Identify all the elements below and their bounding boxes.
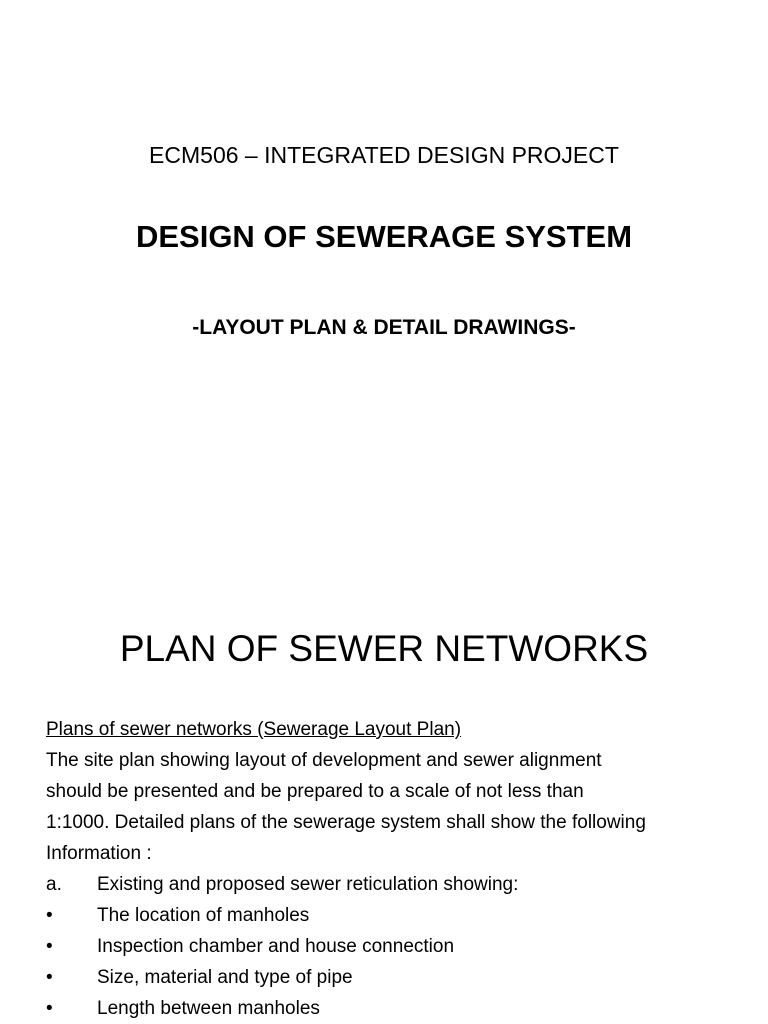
section-heading: PLAN OF SEWER NETWORKS xyxy=(119,628,649,669)
content-body xyxy=(46,714,746,1024)
bullet-icon: • xyxy=(46,936,53,957)
main-title: DESIGN OF SEWERAGE SYSTEM xyxy=(135,219,633,254)
list-item-text: Existing and proposed sewer reticulation showing: xyxy=(97,874,519,895)
paragraph-line: 1:1000. Detailed plans of the sewerage system shall show the following xyxy=(46,812,646,833)
list-item-text: Length between manholes xyxy=(97,998,320,1019)
list-item xyxy=(46,962,746,993)
sub-title: -LAYOUT PLAN & DETAIL DRAWINGS- xyxy=(192,316,576,339)
list-item xyxy=(46,900,746,931)
paragraph-line: should be presented and be prepared to a scale of not less than xyxy=(46,781,584,802)
bullet-icon: • xyxy=(46,998,53,1019)
list-item xyxy=(46,993,746,1024)
paragraph-line: Information : xyxy=(46,843,152,864)
list-item-text: Inspection chamber and house connection xyxy=(97,936,455,957)
bullet-icon: • xyxy=(46,905,53,926)
list-marker-letter: a. xyxy=(46,874,62,895)
list-item xyxy=(46,931,746,962)
plans-link-heading[interactable]: Plans of sewer networks (Sewerage Layout Plan) xyxy=(46,719,462,740)
bullet-icon: • xyxy=(46,967,53,988)
course-title: ECM506 – INTEGRATED DESIGN PROJECT xyxy=(149,142,619,168)
list-item-text: The location of manholes xyxy=(97,905,310,926)
paragraph-line: The site plan showing layout of development and sewer alignment xyxy=(46,750,602,771)
list-item xyxy=(46,869,746,900)
list-item-text: Size, material and type of pipe xyxy=(97,967,353,988)
